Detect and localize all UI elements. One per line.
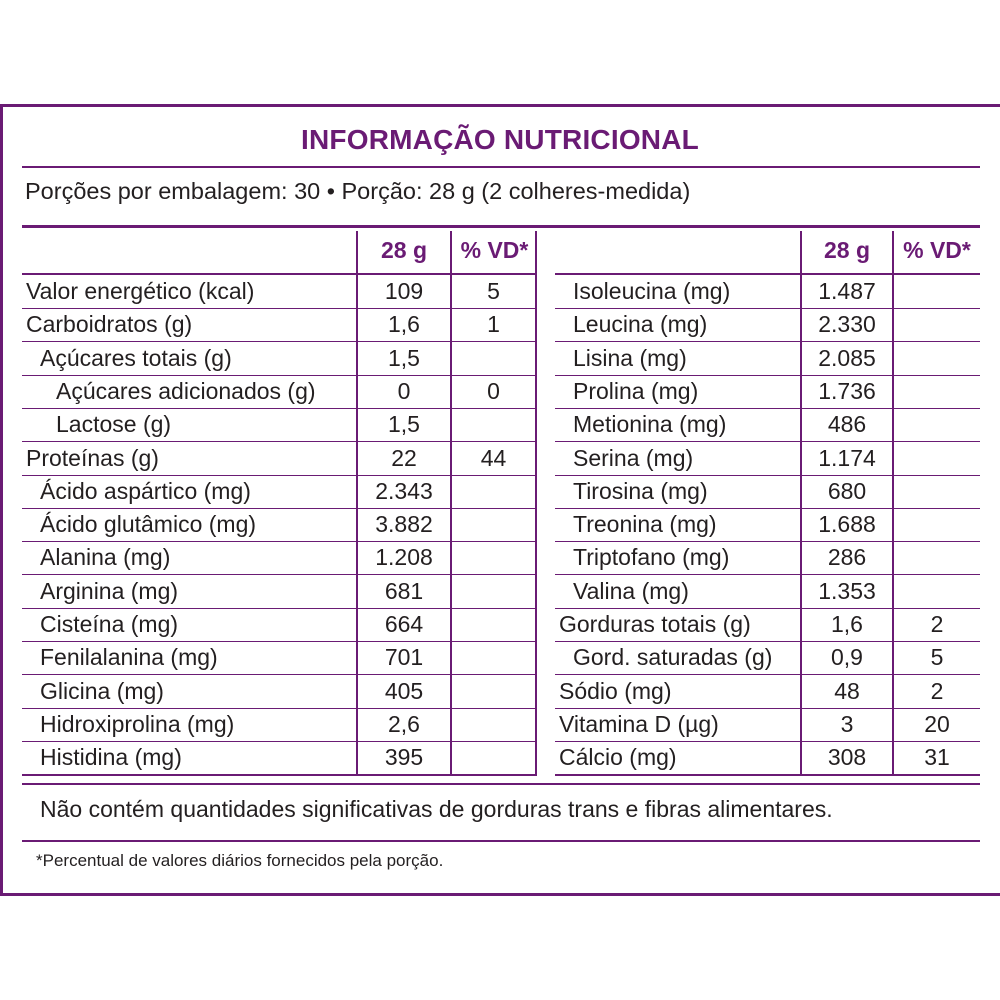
nutrient-dv: 2 (930, 611, 944, 637)
table-row (22, 342, 537, 376)
nutrition-table-left (22, 231, 537, 775)
amount-header: 28 g (823, 237, 871, 263)
nutrient-name: Valor energético (kcal) (26, 278, 255, 304)
nutrient-name: Ácido glutâmico (mg) (40, 511, 257, 538)
nutrient-amount: 2,6 (388, 710, 420, 737)
nutrient-amount: 22 (391, 444, 417, 471)
nutrition-table-right (555, 231, 980, 775)
table-row (22, 675, 537, 709)
table-row (22, 308, 537, 342)
nutrient-name: Hidroxiprolina (mg) (40, 710, 235, 737)
table-row (22, 575, 537, 609)
nutrient-amount: 2.330 (818, 311, 876, 338)
nutrient-dv: 5 (487, 278, 500, 304)
nutrient-name: Valina (mg) (573, 577, 689, 604)
nutrient-name: Proteínas (g) (26, 444, 159, 471)
nutrient-amount: 3 (840, 710, 854, 737)
nutrient-name: Gorduras totais (g) (559, 611, 751, 637)
nutrient-dv: 44 (480, 444, 507, 471)
table-header-row (22, 231, 537, 275)
table-row (555, 342, 980, 376)
nutrient-amount: 1.487 (818, 278, 876, 304)
nutrient-name: Ácido aspártico (mg) (40, 477, 251, 504)
nutrient-amount: 405 (384, 677, 424, 704)
table-row (555, 275, 980, 309)
nutrient-amount: 701 (384, 644, 424, 671)
trans-fat-footnote: Não contém quantidades significativas de gorduras trans e fibras alimentares. (40, 796, 833, 822)
table-row (22, 442, 537, 476)
nutrient-dv: 5 (930, 644, 944, 671)
portion-line: Porções por embalagem: 30 • Porção: 28 g (2 colheres-medida) (25, 178, 691, 204)
nutrient-name: Treonina (mg) (573, 511, 717, 538)
nutrient-name: Leucina (mg) (573, 311, 708, 338)
table-row (22, 475, 537, 509)
nutrient-name: Carboidratos (g) (26, 311, 193, 338)
dv-header: % VD* (903, 237, 971, 263)
nutrient-dv: 0 (487, 377, 500, 404)
nutrient-amount: 395 (384, 744, 424, 771)
table-row (555, 308, 980, 342)
nutrient-amount: 0,9 (831, 644, 863, 671)
header-divider (22, 225, 980, 228)
nutrient-name: Açúcares adicionados (g) (56, 377, 316, 404)
nutrient-name: Cisteína (mg) (40, 611, 179, 637)
table-row (22, 641, 537, 675)
footer-divider (22, 783, 980, 785)
nutrient-name: Histidina (mg) (40, 744, 182, 771)
table-row (22, 408, 537, 442)
nutrient-name: Metionina (mg) (573, 411, 727, 438)
table-row (555, 541, 980, 575)
nutrient-amount: 1.353 (818, 577, 876, 604)
nutrient-amount: 2.343 (375, 477, 433, 504)
nutrient-amount: 1.736 (818, 377, 876, 404)
nutrient-amount: 1,5 (388, 344, 420, 371)
nutrient-amount: 681 (384, 577, 424, 604)
nutrient-name: Triptofano (mg) (573, 544, 730, 571)
nutrient-amount: 486 (827, 411, 867, 438)
table-row (22, 708, 537, 742)
nutrient-name: Lisina (mg) (573, 344, 687, 371)
table-row (555, 475, 980, 509)
page-title: INFORMAÇÃO NUTRICIONAL (301, 124, 699, 155)
table-row (555, 508, 980, 542)
nutrient-dv: 2 (930, 677, 944, 704)
nutrient-amount: 3.882 (375, 511, 433, 538)
nutrient-amount: 48 (834, 677, 860, 704)
nutrient-name: Lactose (g) (56, 411, 172, 438)
table-row (22, 608, 537, 642)
table-row (555, 708, 980, 742)
nutrient-name: Prolina (mg) (573, 377, 699, 404)
nutrient-amount: 1,5 (388, 411, 420, 438)
nutrient-dv: 31 (924, 744, 950, 771)
table-row (555, 741, 980, 776)
table-row (22, 508, 537, 542)
nutrient-dv: 20 (924, 710, 950, 737)
dv-header: % VD* (460, 237, 529, 263)
nutrient-amount: 1.208 (375, 544, 433, 571)
nutrient-amount: 109 (384, 278, 424, 304)
nutrient-name: Sódio (mg) (559, 677, 672, 704)
nutrient-amount: 308 (827, 744, 867, 771)
table-row (555, 608, 980, 642)
table-row (22, 541, 537, 575)
table-row (555, 408, 980, 442)
nutrient-name: Açúcares totais (g) (40, 344, 232, 371)
nutrient-amount: 0 (397, 377, 411, 404)
nutrient-amount: 664 (384, 611, 424, 637)
nutrient-amount: 2.085 (818, 344, 876, 371)
table-row (22, 275, 537, 309)
nutrient-name: Vitamina D (µg) (559, 710, 719, 737)
nutrient-amount: 1,6 (388, 311, 420, 338)
table-row (555, 442, 980, 476)
dv-footnote: *Percentual de valores diários fornecidos pela porção. (36, 851, 444, 870)
table-row (22, 741, 537, 776)
table-row (555, 375, 980, 409)
table-row (555, 641, 980, 675)
table-row (22, 375, 537, 409)
nutrient-name: Fenilalanina (mg) (40, 644, 218, 671)
nutrient-amount: 1.174 (818, 444, 876, 471)
table-row (555, 675, 980, 709)
title-divider (22, 166, 980, 168)
amount-header: 28 g (380, 237, 428, 263)
nutrient-name: Tirosina (mg) (573, 477, 708, 504)
nutrient-amount: 286 (827, 544, 867, 571)
nutrient-dv: 1 (487, 311, 500, 338)
nutrient-name: Arginina (mg) (40, 577, 179, 604)
nutrient-name: Cálcio (mg) (559, 744, 677, 771)
nutrient-name: Glicina (mg) (40, 677, 164, 704)
nutrient-name: Alanina (mg) (40, 544, 171, 571)
nutrient-amount: 680 (827, 477, 867, 504)
nutrient-amount: 1,6 (831, 611, 863, 637)
nutrient-name: Isoleucina (mg) (573, 278, 731, 304)
nutrient-name: Serina (mg) (573, 444, 694, 471)
nutrient-name: Gord. saturadas (g) (573, 644, 773, 671)
footnote-divider (22, 840, 980, 842)
nutrient-amount: 1.688 (818, 511, 876, 538)
table-header-row (555, 231, 980, 275)
table-row (555, 575, 980, 609)
